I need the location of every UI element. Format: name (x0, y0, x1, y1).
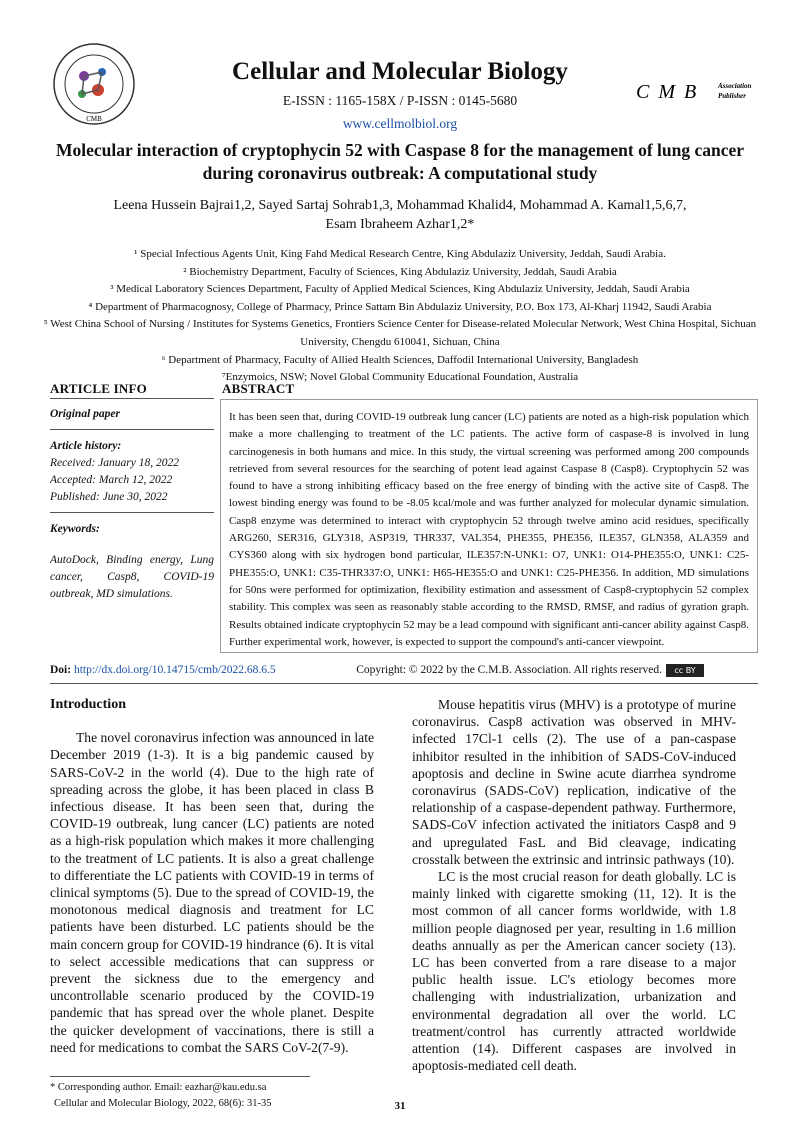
published-date: Published: June 30, 2022 (50, 491, 168, 503)
article-type: Original paper (50, 408, 120, 420)
divider (50, 683, 758, 684)
copyright-text: Copyright: © 2022 by the C.M.B. Association. All rights reserved. (356, 664, 662, 677)
affiliation: ⁵ West China School of Nursing / Institutes for Systems Genetics, Frontiers Science Center for Disease-related Molecular Network, West China Hospital, Sichuan University, Chengdu 610041, Sichuan, China (43, 318, 757, 348)
divider (50, 429, 214, 430)
issn-line: E-ISSN : 1165-158X / P-ISSN : 0145-5680 (282, 93, 518, 108)
body-paragraph: The novel coronavirus infection was announced in late December 2019 (1-3). It is a big pandemic caused by SARS-CoV-2 in the world (4). Due to the high rate of spreading across the globe, it has been placed in class B infectious disease. It has been seen that, during the COVID-19 outbreak, lung cancer (LC) patients are noted as a high-risk population which makes it more challenging to the treatment of LC patients. It is also a great challenge to differentiate the LC patients with COVID-19 in terms of clinical symptoms (5). Due to the spread of COVID-19, the monotonous medical diagnosis and treatment for LC patients have been disturbed. LC patients should be the main concern group for COVID-19 hindrance (6). It is vital to select accessible medications that can suppress or prevent the sickness due to the emergency and uncontrollable scenario produced by the COVID-19 pandemic that has spread over the whole planet. Despite the quicker development of vaccinations, there is still a need for medications to combat the SARS CoV-2(7-9). (50, 730, 374, 1055)
doi-link[interactable]: http://dx.doi.org/10.14715/cmb/2022.68.6.5 (73, 664, 276, 676)
affiliation: ⁷Enzymoics, NSW; Novel Global Community Educational Foundation, Australia (221, 371, 579, 384)
affiliation: ² Biochemistry Department, Faculty of Sciences, King Abdulaziz University, Jeddah, Saudi Arabia (183, 265, 617, 278)
received-date: Received: January 18, 2022 (50, 457, 180, 469)
authors-line-1: Leena Hussein Bajrai1,2, Sayed Sartaj Sohrab1,3, Mohammad Khalid4, Mohammad A. Kamal1,5,6,7, (113, 198, 687, 213)
doi-line (50, 664, 758, 676)
svg-text:Association: Association (718, 82, 752, 90)
citation: Cellular and Molecular Biology, 2022, 68(6): 31-35 (54, 1098, 272, 1109)
keywords: AutoDock, Binding energy, Lung cancer, Casp8, COVID-19 outbreak, MD simulations. (50, 554, 214, 600)
divider (50, 512, 214, 513)
svg-text:Publisher: Publisher (718, 92, 747, 100)
divider (50, 398, 214, 399)
copyright (356, 664, 704, 677)
journal-website-link[interactable]: www.cellmolbiol.org (342, 116, 458, 131)
body-right-column (412, 696, 736, 1074)
keywords-label: Keywords: (50, 523, 100, 535)
cc-by-icon: cc BY (666, 664, 704, 677)
affiliation: ⁴ Department of Pharmacognosy, College of Pharmacy, Prince Sattam Bin Abdulaziz University, P.O. Box 173, Al-Kharj 11942, Saudi Arabia (88, 300, 712, 313)
affiliation: ¹ Special Infectious Agents Unit, King Fahd Medical Research Centre, King Abdulaziz University, Jeddah, Saudi Arabia. (134, 248, 666, 260)
abstract-box (220, 399, 758, 653)
article-title: Molecular interaction of cryptophycin 52 with Caspase 8 for the management of lung cancer during coronavirus outbreak: A computational study (55, 140, 745, 183)
page-number: 31 (394, 1100, 406, 1112)
journal-title: Cellular and Molecular Biology (232, 58, 568, 85)
history-label: Article history: (50, 440, 122, 452)
corresponding-author: * Corresponding author. Email: eazhar@kau.edu.sa (50, 1082, 267, 1093)
footnote-divider (50, 1076, 310, 1077)
body-paragraph: LC is the most crucial reason for death globally. LC is mainly linked with cigarette smoking (11, 12). It is the most common of all cancer forms worldwide, with 1.8 million people diagnosed per year, resulting in 1.6 million deaths annually as per the American cancer society (13). LC has been converted from a rare disease to a major public health issue. LC's etiology becomes more challenging with industrialization, urbanization and environmental degradation all over the world. LC treatment/control has currently attracted worldwide attention (14). Different caspases are involved in apoptosis-mediated cell death. (412, 869, 736, 1074)
body-left-column (50, 696, 374, 1056)
affiliation: ³ Medical Laboratory Sciences Department, Faculty of Applied Medical Sciences, King Abdulaziz University, Jeddah, Saudi Arabia (110, 283, 690, 296)
authors-line-2: Esam Ibraheem Azhar1,2* (325, 217, 475, 232)
affiliations (40, 246, 760, 387)
journal-logo (52, 42, 136, 126)
svg-text:C M B: C M B (636, 81, 699, 103)
abstract-text: It has been seen that, during COVID-19 outbreak lung cancer (LC) patients are noted as a high-risk population which make a more challenging to treatment of the LC patients. The active form of caspase-8 is involved in lung carcinogenesis in both humans and mice. In this study, the virtual screening was performed among 200 compounds retrieved from several resources for the searching of potent lead against Caspase 8 (Casp8). Cryptophycin 52 was found to have a strong inhibiting efficacy based on the free energy of binding with the active site of Casp8. The lowest binding energy was found to be -8.05 kcal/mole and was further analyzed for molecular dynamic simulation. Casp8 enzyme was determined to interact with cryptophycin 52 through twelve amino acid residues, specifically ARG260, SER316, GLY318, ASP319, THR337, VAL354, PHE355, PHE356, ILE357, GLN358, ALA359 and CYS360 along with six hydrogen bond particular, ILE357:N-UNK1: O7, UNK1: O14-PHE355:O, UNK1: C25-PHE355:O, UNK1: C35-THR337:O, UNK1: H65-HE355:O and UNK1: C25-PHE356. In addition, MD simulations for 50ns were performed for optimization, flexibility estimation and assessment of Casp8-cryptophycin 52 complex stability. This complex was seen as reasonably stable according to the RMSD, RMSF, and radius of gyration graph. Results obtained indicate cryptophycin 52 may be a lead compound with significant anti-cancer ability against Casp8. Further experimental work, however, is expected to support the compound's anti-cancer viewpoint. (229, 411, 749, 648)
introduction-heading: Introduction (50, 697, 126, 712)
article-info (50, 404, 214, 603)
abstract-heading: ABSTRACT (222, 381, 295, 396)
svg-text:CMB: CMB (86, 115, 102, 123)
cmb-association-logo (636, 76, 756, 106)
accepted-date: Accepted: March 12, 2022 (50, 474, 173, 486)
affiliation: ⁶ Department of Pharmacy, Faculty of Allied Health Sciences, Daffodil International University, Bangladesh (161, 353, 639, 366)
body-paragraph: Mouse hepatitis virus (MHV) is a prototype of murine coronavirus. Casp8 activation was observed in MHV-infected 17Cl-1 cells (2). The use of a pan-caspase inhibitor resulted in the inhibition of SADS-CoV-induced apoptosis and decline in Swine acute diarrhea syndrome coronavirus (SADS-CoV) replication, indicative of the relationship of a caspase-dependent pathway. Furthermore, SADS-CoV infection activated the initiators Casp8 and 9 and upregulated FasL and Bid cleavage, indicating crosstalk between the extrinsic and intrinsic pathways (10). (412, 697, 736, 867)
author-list (70, 196, 730, 234)
article-info-heading: ARTICLE INFO (50, 381, 147, 396)
doi-label: Doi: (50, 664, 72, 676)
